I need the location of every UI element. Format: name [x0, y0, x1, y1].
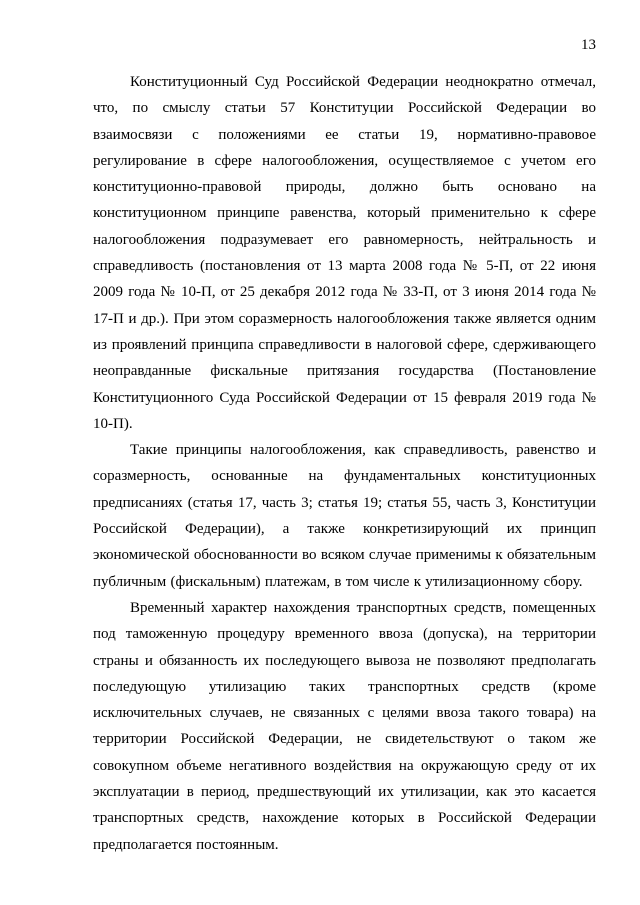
- paragraph-1: Конституционный Суд Российской Федерации неоднократно отмечал, что, по смыслу статьи 57 Конституции Российской Федерации во взаимосвязи с положениями ее статьи 19, нормативно-правовое регулирование в сфере налогообложения, осуществляемое с учетом его конституционно-правовой природы, должно быть основано на конституционном принципе равенства, который применительно к сфере налогообложения подразумевает его равномерность, нейтральность и справедливость (постановления от 13 марта 2008 года № 5-П, от 22 июня 2009 года № 10-П, от 25 декабря 2012 года № 33-П, от 3 июня 2014 года № 17-П и др.). При этом соразмерность налогообложения также является одним из проявлений принципа справедливости в налоговой сфере, сдерживающего неоправданные фискальные притязания государства (Постановление Конституционного Суда Российской Федерации от 15 февраля 2019 года № 10-П).: [93, 74, 596, 432]
- page-number: 13: [581, 37, 596, 53]
- paragraph-3: Временный характер нахождения транспортных средств, помещенных под таможенную процедуру временного ввоза (допуска), на территории страны и обязанность их последующего вывоза не позволяют предполагать последующую утилизацию таких транспортных средств (кроме исключительных случаев, не связанных с целями ввоза такого товара) на территории Российской Федерации, не свидетельствуют о таком же совокупном объеме негативного воздействия на окружающую среду от их эксплуатации в период, предшествующий их утилизации, как это касается транспортных средств, нахождение которых в Российской Федерации предполагается постоянным.: [93, 599, 596, 853]
- document-body: [93, 69, 596, 858]
- paragraph-2: Такие принципы налогообложения, как справедливость, равенство и соразмерность, основанные на фундаментальных конституционных предписаниях (статья 17, часть 3; статья 19; статья 55, часть 3, Конституции Российской Федерации), а также конкретизирующий их принцип экономической обоснованности во всяком случае применимы к обязательным публичным (фискальным) платежам, в том числе к утилизационному сбору.: [93, 442, 596, 590]
